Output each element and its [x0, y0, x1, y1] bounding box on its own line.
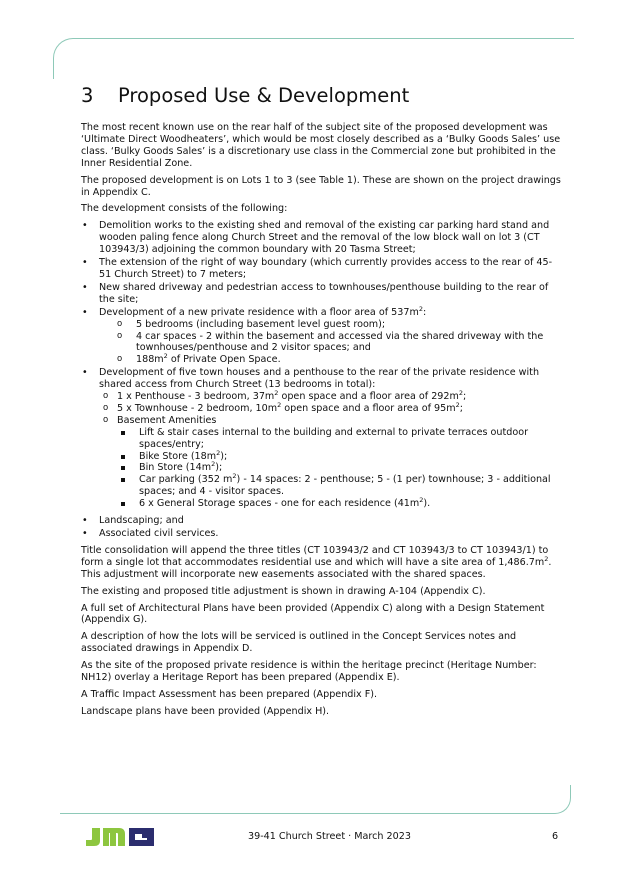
basement-sublist — [117, 427, 563, 510]
townhouses-text: Development of five town houses and a penthouse to the rear of the private residence with shared access from Church Street (13 bedrooms in total): — [99, 367, 540, 391]
sublist-item-penthouse — [99, 388, 563, 403]
townhouses-sublist — [99, 388, 563, 510]
paragraph-consists: The development consists of the following: — [81, 203, 288, 215]
bike-text: Bike Store (18m — [139, 450, 217, 462]
residence-sublist — [99, 319, 563, 367]
penthouse-text: 1 x Penthouse - 3 bedroom, 37m — [117, 391, 275, 403]
sublist-item-bedrooms: o 5 bedrooms (including basement level guest room); — [99, 319, 563, 331]
amenity-lift: Lift & stair cases internal to the building and external to private terraces outdoor spaces/entry; — [117, 427, 563, 451]
amenity-bin-store — [117, 462, 563, 474]
jmg-logo-icon — [84, 826, 160, 848]
list-item-private-residence — [81, 304, 563, 367]
consolidation-text-end: . This adjustment will incorporate new easements associated with the shared spaces. — [81, 556, 552, 580]
list-item-landscaping: • Landscaping; and — [81, 515, 563, 527]
list-item-civil-services: • Associated civil services. — [81, 528, 563, 540]
list-item-driveway: • New shared driveway and pedestrian access to townhouses/penthouse building to the rear of the site; — [81, 282, 563, 306]
paragraph-heritage: As the site of the proposed private residence is within the heritage precinct (Heritage Number: NH12) overlay a Heritage Report has been prepared (Appendix E). — [81, 660, 537, 684]
paragraph-architectural-plans: A full set of Architectural Plans have been provided (Appendix C) along with a Design Statement (Appendix G). — [81, 602, 545, 626]
bike-text-end: ); — [220, 450, 228, 462]
townhouse-text-end: ; — [459, 402, 463, 414]
paragraph-lots: The proposed development is on Lots 1 to 3 (see Table 1). These are shown on the project drawings in Appendix C. — [81, 174, 561, 198]
sublist-item-townhouse — [99, 400, 563, 415]
bottom-frame-line — [60, 785, 571, 814]
storage-text: 6 x General Storage spaces - one for each residence (41m — [139, 498, 420, 510]
document-body — [81, 78, 563, 723]
superscript: 2 — [163, 352, 168, 361]
sublist-item-car-spaces: o 4 car spaces - 2 within the basement and accessed via the shared driveway with the townhouses/penthouse and 2 visitor spaces; and — [99, 331, 563, 355]
list-item-right-of-way: • The extension of the right of way boundary (which currently provides access to the rear of 45-51 Church Street) to 7 meters; — [81, 257, 563, 281]
footer-text: 39-41 Church Street · March 2023 — [248, 831, 411, 842]
storage-text-end: ). — [423, 498, 431, 510]
paragraph-prior-use: The most recent known use on the rear half of the subject site of the proposed development was ‘Ultimate Direct Woodheaters’, which would be most closely described as a ‘Bulky Goods Sales’ use class. ‘Bulky Goods Sales’ is a discretionary use class in the Commercial zone but prohibited in the Inner Residential Zone. — [81, 122, 561, 169]
consolidation-text: Title consolidation will append the three titles (CT 103943/2 and CT 103943/3 to CT 103943/1) to form a single lot that accommodates residential use and which will have a site area of 1,486.7m — [81, 544, 549, 568]
paragraph-services: A description of how the lots will be serviced is outlined in the Concept Services notes and associated drawings in Appendix D. — [81, 631, 517, 655]
list-item-townhouses — [81, 367, 563, 510]
paragraph-traffic: A Traffic Impact Assessment has been prepared (Appendix F). — [81, 688, 378, 700]
penthouse-text-mid: open space and a floor area of 292m — [278, 391, 459, 403]
page-number: 6 — [552, 831, 559, 842]
residence-text: Development of a new private residence with a floor area of 537m — [99, 306, 419, 318]
superscript: 2 — [544, 554, 549, 563]
townhouse-text: 5 x Townhouse - 2 bedroom, 10m — [117, 402, 278, 414]
townhouse-text-mid: open space and a floor area of 95m — [281, 402, 456, 414]
top-frame-line — [53, 38, 574, 79]
residence-text-end: : — [422, 306, 427, 318]
sublist-item-basement — [99, 415, 563, 510]
superscript: 2 — [458, 388, 463, 397]
superscript: 2 — [418, 304, 423, 313]
superscript: 2 — [211, 460, 216, 469]
superscript: 2 — [216, 448, 221, 457]
superscript: 2 — [232, 472, 237, 481]
section-heading — [81, 84, 563, 108]
open-space-text: 188m — [136, 354, 164, 366]
paragraph-landscape: Landscape plans have been provided (Appendix H). — [81, 705, 330, 717]
section-title: Proposed Use & Development — [118, 84, 410, 107]
list-item-demolition: • Demolition works to the existing shed and removal of the existing car parking hard stand and wooden paling fence along Church Street and the removal of the low block wall on lot 3 (CT 103943/3) adjoining the common boundary with 20 Tasma Street; — [81, 220, 563, 256]
superscript: 2 — [277, 400, 282, 409]
superscript: 2 — [274, 388, 279, 397]
paragraph-title-adjustment: The existing and proposed title adjustment is shown in drawing A-104 (Appendix C). — [81, 585, 486, 597]
sublist-item-open-space — [99, 354, 563, 366]
amenity-bike-store — [117, 448, 563, 463]
development-list — [81, 220, 563, 540]
jmg-logo — [84, 826, 160, 852]
paragraph-title-consolidation — [81, 545, 563, 581]
superscript: 2 — [419, 496, 424, 504]
amenity-storage — [117, 498, 563, 510]
parking-text: Car parking (352 m — [139, 474, 233, 486]
superscript: 2 — [455, 400, 460, 409]
bin-text: Bin Store (14m — [139, 462, 212, 474]
open-space-text-end: of Private Open Space. — [167, 354, 281, 366]
bin-text-end: ); — [215, 462, 223, 474]
parking-text-end: ) - 14 spaces: 2 - penthouse; 5 - (1 per) townhouse; 3 - additional spaces; and 4 - visitor spaces. — [139, 474, 551, 498]
amenity-car-parking — [117, 474, 563, 498]
basement-text: Basement Amenities — [117, 414, 217, 426]
section-number: 3 — [81, 84, 94, 107]
penthouse-text-end: ; — [463, 391, 467, 403]
